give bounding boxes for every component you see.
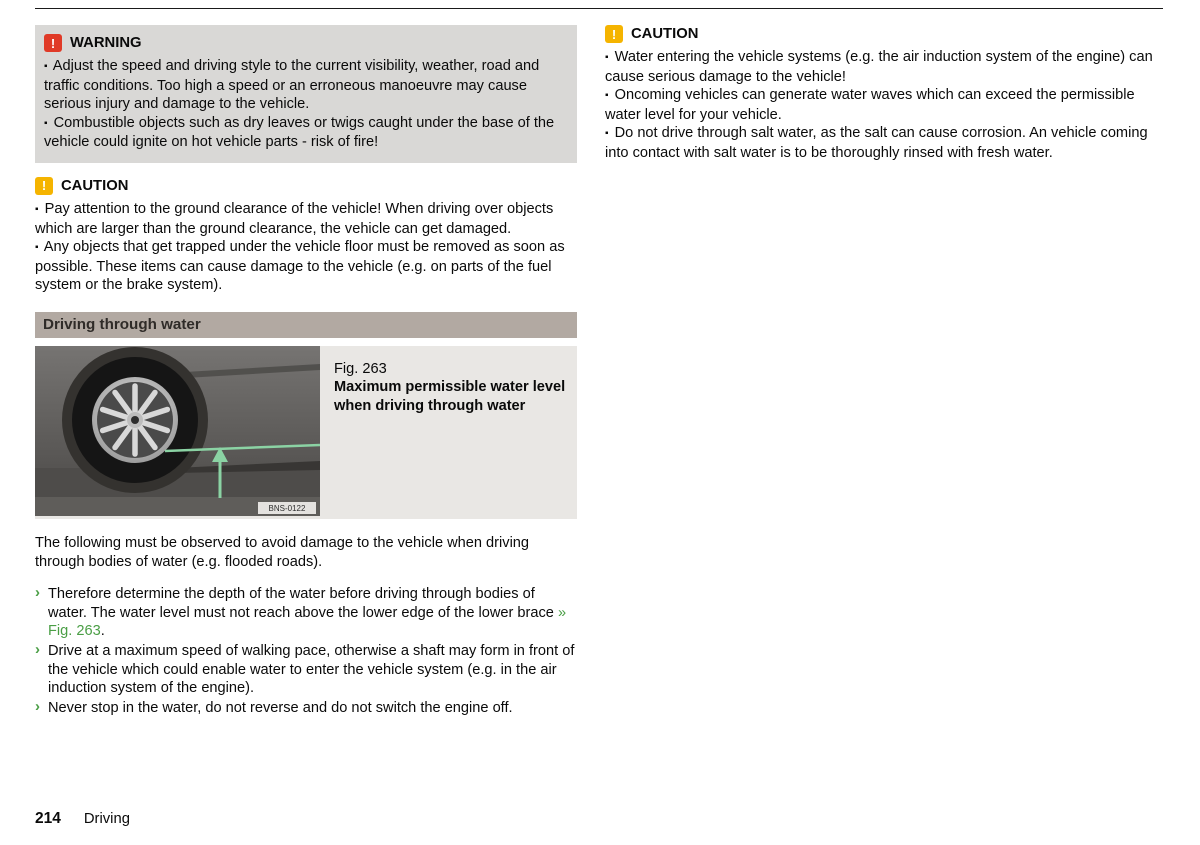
left-column: [35, 25, 577, 718]
figure-caption: Maximum permissible water level when driving through water: [334, 378, 566, 414]
bullet-icon: ▪: [605, 90, 609, 102]
warning-item-text: Combustible objects such as dry leaves or twigs caught under the base of the vehicle could ignite on hot vehicle parts - risk of fire!: [44, 114, 555, 151]
figure-photo: [35, 346, 320, 516]
caution-icon: !: [605, 25, 623, 43]
bullet-icon: ▪: [44, 117, 48, 129]
caution-item: [35, 200, 577, 238]
bullet-icon: ▪: [35, 203, 39, 215]
caution-item-text: Do not drive through salt water, as the salt can cause corrosion. An vehicle coming into contact with salt water is to be thoroughly rinsed with fresh water.: [605, 125, 1148, 161]
caution-section: [605, 25, 1163, 163]
warning-item-text: Adjust the speed and driving style to the current visibility, weather, road and traffic conditions. Too high a speed or an erroneous manoeuvre may cause serious injury and damage to the vehicle.: [44, 58, 540, 113]
chapter-name: Driving: [83, 811, 130, 827]
warning-icon: !: [44, 34, 62, 52]
step-item: [35, 699, 577, 718]
caution-title: CAUTION: [631, 26, 699, 42]
caution-item: [605, 48, 1163, 86]
caution-item-text: Water entering the vehicle systems (e.g. the air induction system of the engine) can cause serious damage to the vehicle!: [605, 49, 1153, 85]
step-text: Therefore determine the depth of the water before driving through bodies of water. The water level must not reach above the lower edge of the lower brace: [48, 586, 558, 621]
bullet-icon: ▪: [35, 242, 39, 254]
step-text-block: [48, 699, 577, 718]
caution-section: [35, 177, 577, 295]
fig-263-link[interactable]: » Fig. 263: [48, 604, 567, 640]
section-header: Driving through water: [35, 312, 577, 338]
warning-title-row: [44, 34, 567, 52]
caution-item-text: Any objects that get trapped under the vehicle floor must be removed as soon as possible. These items can cause damage to the vehicle (e.g. on parts of the fuel system or the brake system).: [35, 239, 565, 294]
caution-title-row: [35, 177, 577, 195]
step-item: [35, 585, 577, 641]
warning-title: WARNING: [70, 35, 142, 51]
caution-item: [35, 238, 577, 295]
caution-icon: !: [35, 177, 53, 195]
caution-item: [605, 86, 1163, 124]
chevron-bullet-icon: ›: [35, 697, 40, 715]
warning-box: [35, 25, 577, 163]
step-item: [35, 642, 577, 698]
caution-title-row: [605, 25, 1163, 43]
caution-title: CAUTION: [61, 177, 129, 194]
intro-paragraph: The following must be observed to avoid damage to the vehicle when driving through bodies of water (e.g. flooded roads).: [35, 534, 530, 570]
top-rule: [35, 8, 1163, 9]
step-text: Drive at a maximum speed of walking pace, otherwise a shaft may form in front of the vehicle which could enable water to enter the vehicle system (e.g. in the air induction system of the engine).: [48, 642, 575, 697]
page-columns: [35, 25, 1163, 718]
right-column: [605, 25, 1163, 718]
step-text-block: [48, 585, 577, 641]
steps-list: [35, 585, 577, 717]
warning-item: [44, 57, 567, 114]
figure-caption-block: [320, 346, 578, 519]
page-footer: [35, 810, 130, 828]
bullet-icon: ▪: [605, 52, 609, 63]
step-text-after: .: [100, 623, 105, 640]
caution-item-text: Oncoming vehicles can generate water waves which can exceed the permissible water level for your vehicle.: [605, 87, 1135, 123]
page-number: 214: [35, 810, 61, 827]
vehicle-wheel-photo: [35, 346, 320, 516]
step-text: Never stop in the water, do not reverse and do not switch the engine off.: [48, 699, 513, 716]
image-code-label: BNS-0122: [268, 503, 306, 513]
bullet-icon: ▪: [605, 128, 609, 140]
chevron-bullet-icon: ›: [35, 584, 40, 602]
step-text-block: [48, 642, 577, 698]
figure-label: Fig. 263: [334, 360, 387, 377]
caution-item-text: Pay attention to the ground clearance of the vehicle! When driving over objects which are larger than the ground clearance, the vehicle can get damaged.: [35, 200, 554, 237]
chevron-bullet-icon: ›: [35, 640, 40, 658]
caution-item: [605, 124, 1163, 162]
warning-item: [44, 114, 567, 152]
figure-block: [35, 346, 577, 519]
bullet-icon: ▪: [44, 61, 48, 72]
